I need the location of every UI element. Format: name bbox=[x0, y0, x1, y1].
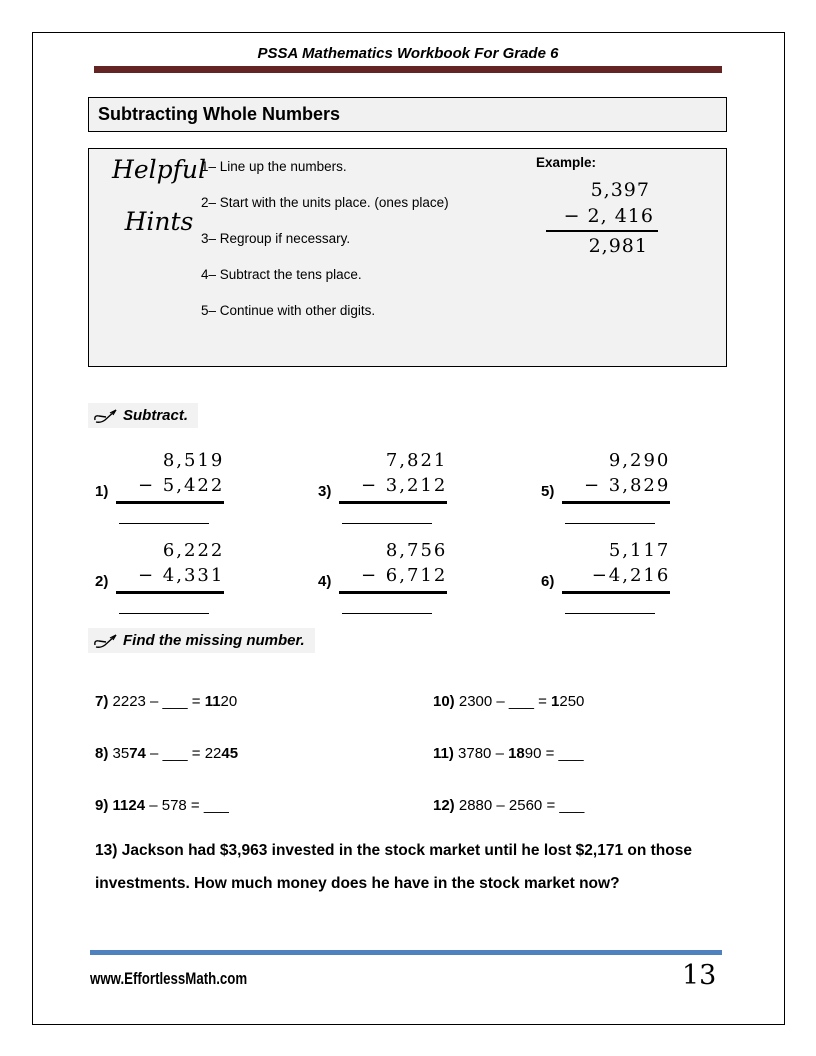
minuend: 6,222 bbox=[162, 540, 225, 561]
problem-text-segment: 74 bbox=[129, 745, 146, 762]
problem-column bbox=[116, 448, 224, 524]
problem-number: 3) bbox=[318, 483, 332, 500]
problem-text-segment: 45 bbox=[221, 745, 239, 762]
problem-text-segment: 1 bbox=[551, 693, 560, 710]
problem-text-segment: 12) bbox=[433, 797, 459, 814]
header-title: PSSA Mathematics Workbook For Grade 6 bbox=[257, 45, 559, 62]
answer-line bbox=[119, 613, 209, 614]
problem-number: 2) bbox=[95, 573, 109, 590]
problem-number: 1) bbox=[95, 483, 109, 500]
missing-number-problem bbox=[95, 745, 238, 762]
problem-column bbox=[562, 448, 670, 524]
subtraction-problem bbox=[541, 538, 670, 614]
problem-text-segment: 11 bbox=[204, 693, 221, 710]
subtraction-problem bbox=[95, 538, 224, 614]
footer-website: www.EffortlessMath.com bbox=[90, 969, 248, 988]
hints-list bbox=[201, 157, 449, 321]
problem-text-segment: 250 bbox=[559, 693, 585, 710]
subtrahend: − 3,212 bbox=[339, 473, 447, 504]
answer-line bbox=[119, 523, 209, 524]
answer-line bbox=[565, 523, 655, 524]
answer-line bbox=[342, 523, 432, 524]
missing-number-problem bbox=[433, 797, 584, 814]
problem-text-segment: 7) bbox=[95, 693, 113, 710]
problem-text-segment: 3780 – bbox=[458, 745, 509, 762]
helpful-hints-box bbox=[88, 148, 727, 367]
writing-hand-icon bbox=[93, 632, 119, 649]
hint-item: 2– Start with the units place. (ones place) bbox=[201, 195, 449, 210]
answer-line bbox=[565, 613, 655, 614]
missing-label-text: Find the missing number. bbox=[123, 632, 305, 649]
minuend: 9,290 bbox=[608, 450, 671, 471]
hint-item: 4– Subtract the tens place. bbox=[201, 267, 362, 282]
subtrahend: − 6,712 bbox=[339, 563, 447, 594]
example-result: 2,981 bbox=[588, 235, 648, 257]
hint-item: 5– Continue with other digits. bbox=[201, 303, 376, 318]
header-divider-bar bbox=[94, 66, 722, 73]
minuend: 5,117 bbox=[608, 540, 671, 561]
problem-column bbox=[339, 538, 447, 614]
subtraction-problem bbox=[541, 448, 670, 524]
problem-text-segment: – 578 = ___ bbox=[145, 797, 229, 814]
hint-item: 1– Line up the numbers. bbox=[201, 159, 347, 174]
minuend: 7,821 bbox=[385, 450, 448, 471]
hints-label-line1: Helpful bbox=[112, 155, 206, 184]
example-block bbox=[536, 155, 696, 257]
problem-text-segment: – ___ = 22 bbox=[145, 745, 222, 762]
missing-number-problem bbox=[433, 693, 584, 710]
hints-label-line2: Hints bbox=[124, 207, 194, 236]
subtrahend: − 5,422 bbox=[116, 473, 224, 504]
subtrahend: − 3,829 bbox=[562, 473, 670, 504]
footer-divider-line bbox=[90, 950, 722, 955]
missing-number-problem bbox=[433, 745, 584, 762]
problem-text-segment: 2223 – ___ = bbox=[112, 693, 205, 710]
problem-text-segment: 20 bbox=[220, 693, 238, 710]
section-title-box bbox=[88, 97, 727, 132]
subtraction-problem bbox=[318, 448, 447, 524]
example-subtrahend: − 2, 416 bbox=[546, 205, 658, 232]
missing-number-problem bbox=[95, 797, 229, 814]
problem-text-segment: 1124 bbox=[112, 797, 146, 814]
word-problem-number: 13) bbox=[95, 842, 118, 859]
example-problem bbox=[546, 179, 658, 257]
missing-section-label bbox=[88, 628, 315, 653]
page-number: 13 bbox=[682, 960, 717, 991]
problem-text-segment: 11) bbox=[433, 745, 459, 762]
subtrahend: − 4,331 bbox=[116, 563, 224, 594]
subtract-label-text: Subtract. bbox=[123, 407, 189, 424]
problem-text-segment: 35 bbox=[112, 745, 130, 762]
minuend: 8,519 bbox=[162, 450, 225, 471]
subtraction-problem bbox=[95, 448, 224, 524]
section-title: Subtracting Whole Numbers bbox=[98, 104, 341, 124]
problem-text-segment: 2300 – ___ = bbox=[458, 693, 552, 710]
problem-text-segment: 18 bbox=[508, 745, 525, 762]
word-problem-13 bbox=[95, 834, 727, 900]
example-label: Example: bbox=[536, 155, 597, 170]
problem-text-segment: 90 = ___ bbox=[524, 745, 584, 762]
problem-number: 5) bbox=[541, 483, 555, 500]
problem-column bbox=[116, 538, 224, 614]
problem-number: 4) bbox=[318, 573, 332, 590]
problem-column bbox=[339, 448, 447, 524]
minuend: 8,756 bbox=[385, 540, 448, 561]
word-problem-text: Jackson had $3,963 invested in the stock market until he lost $2,171 on those investments. How much money does he have in the stock market now? bbox=[95, 842, 692, 892]
problem-text-segment: 9) bbox=[95, 797, 113, 814]
subtract-section-label bbox=[88, 403, 198, 428]
problem-column bbox=[562, 538, 670, 614]
problem-number: 6) bbox=[541, 573, 555, 590]
subtrahend: −4,216 bbox=[562, 563, 670, 594]
problem-text-segment: 8) bbox=[95, 745, 113, 762]
missing-number-problem bbox=[95, 693, 237, 710]
subtraction-problem bbox=[318, 538, 447, 614]
hint-item: 3– Regroup if necessary. bbox=[201, 231, 351, 246]
example-minuend: 5,397 bbox=[590, 179, 650, 201]
problem-text-segment: 10) bbox=[433, 693, 459, 710]
writing-hand-icon bbox=[93, 407, 119, 424]
answer-line bbox=[342, 613, 432, 614]
problem-text-segment: 2880 – 2560 = ___ bbox=[458, 797, 585, 814]
